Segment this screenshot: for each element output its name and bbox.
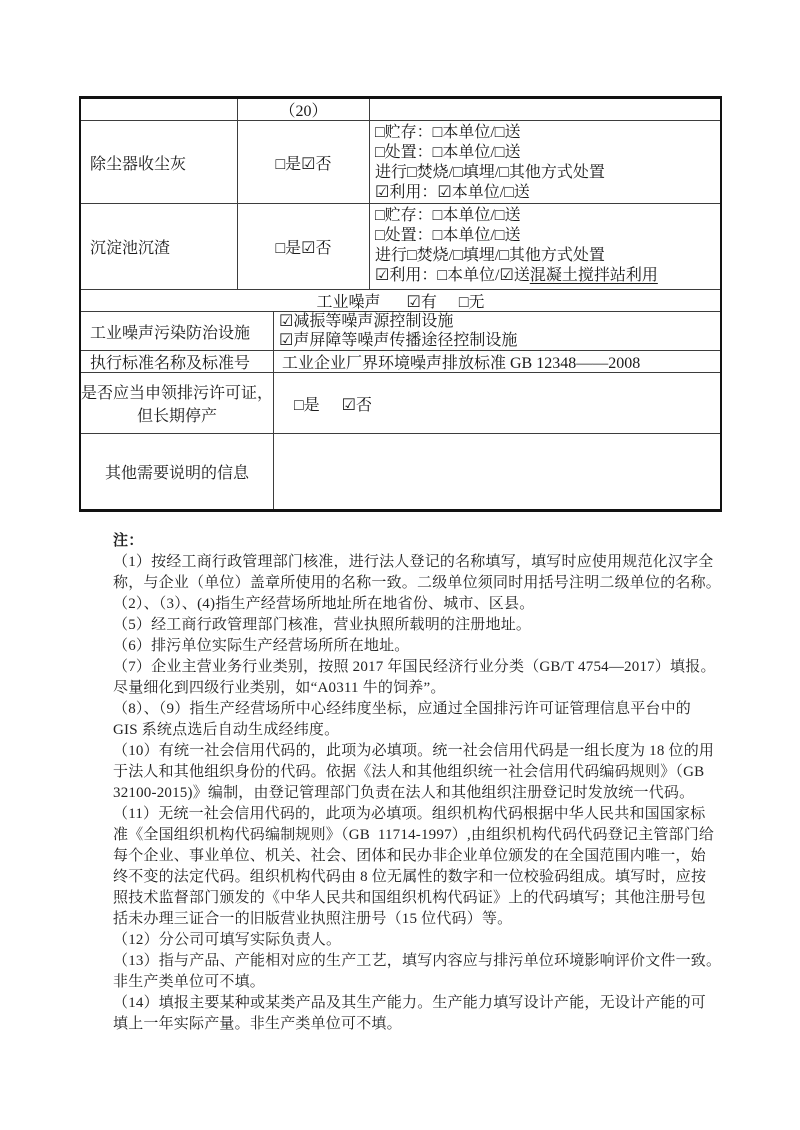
dust-storage-option: □贮存：□本单位/□送 (375, 124, 521, 141)
table-row-dust-collector-ash (81, 121, 720, 204)
table-row-sediment-sludge (81, 204, 720, 290)
sediment-row-yesno-checkboxes: □是☑否 (238, 204, 370, 289)
note-line: 终不变的法定代码。组织机构代码由 8 位无属性的数字和一位校验码组成。填写时，应按 (113, 869, 707, 885)
permit-question-label-line1: 是否应当申领排污许可证， (81, 385, 274, 402)
noise-facilities-label: 工业噪声污染防治设施 (81, 312, 274, 350)
carryover-empty-cell-right (370, 99, 720, 120)
noise-facilities-options (274, 312, 720, 350)
note-line: （13）指与产品、产能相对应的生产工艺，填写内容应与排污单位环境影响评价文件一致。 (113, 953, 722, 969)
pollution-registration-form-table (79, 96, 722, 512)
noise-none-checkbox: □无 (458, 294, 485, 311)
table-row-permit-question (81, 373, 720, 434)
sediment-row-disposal-options (370, 204, 720, 289)
note-line: （8）、（9）指生产经营场所中心经纬度坐标，应通过全国排污许可证管理信息平台中的 (113, 701, 692, 717)
table-row-industrial-noise (81, 290, 720, 312)
note-line: （5）经工商行政管理部门核准，营业执照所载明的注册地址。 (113, 617, 532, 633)
sediment-reuse-destination-underlined: 混凝土搅拌站利用 (529, 267, 658, 284)
note-line: （6）排污单位实际生产经营场所所在地址。 (113, 638, 410, 654)
note-line: 称，与企业（单位）盖章所使用的名称一致。二级单位须同时用括号注明二级单位的名称。 (113, 575, 722, 591)
note-line: 于法人和其他组织身份的代码。依据《法人和其他组织统一社会信用代码编码规则》（GB (113, 764, 705, 780)
note-line: （7）企业主营业务行业类别，按照 2017 年国民经济行业分类（GB/T 4754—2017）填报。 (113, 659, 716, 675)
sediment-reuse-prefix: ☑利用：□本单位/☑送 (375, 267, 530, 284)
table-row-carryover (81, 99, 720, 121)
sediment-treatment-option: 进行□焚烧/□填埋/□其他方式处置 (375, 247, 605, 264)
standard-label: 执行标准名称及标准号 (81, 351, 274, 372)
dust-disposal-option: □处置：□本单位/□送 (375, 144, 521, 161)
carryover-empty-cell-left (81, 99, 238, 120)
dust-row-label: 除尘器收尘灰 (81, 121, 238, 203)
permit-yes-checkbox: □是 (294, 396, 320, 414)
noise-has-checkbox: ☑有 (406, 294, 437, 311)
standard-value: 工业企业厂界环境噪声排放标准 GB 12348——2008 (282, 355, 641, 372)
table-row-noise-facilities (81, 312, 720, 351)
table-row-standard (81, 351, 720, 373)
dust-treatment-option: 进行□焚烧/□填埋/□其他方式处置 (375, 164, 605, 181)
note-line: 括未办理三证合一的旧版营业执照注册号（15 位代码）等。 (113, 911, 513, 927)
note-line: （1）按经工商行政管理部门核准，进行法人登记的名称填写，填写时应使用规范化汉字全 (113, 554, 714, 570)
note-line: 填上一年实际产量。非生产类单位可不填。 (113, 1016, 402, 1032)
permit-no-checkbox: ☑否 (341, 396, 373, 414)
dust-row-disposal-options (370, 121, 720, 203)
noise-source-control-option: ☑减振等噪声源控制设施 (279, 313, 454, 330)
note-line: 照技术监督部门颁发的《中华人民共和国组织机构代码证》上的代码填写；其他注册号包 (113, 890, 706, 906)
note-line: GIS 系统点选后自动生成经纬度。 (113, 722, 340, 738)
column-ref-20: （20） (238, 99, 370, 120)
note-line: 32100-2015)》编制，由登记管理部门负责在法人和其他组织注册登记时发放统一代码。 (113, 785, 695, 801)
note-line: （10）有统一社会信用代码的，此项为必填项。统一社会信用代码是一组长度为 18 位的用 (113, 743, 715, 759)
other-info-value-cell (274, 434, 720, 509)
dust-row-yesno-checkboxes: □是☑否 (238, 121, 370, 203)
notes-section (113, 531, 722, 1035)
permit-question-answer (274, 373, 720, 433)
notes-title: 注： (113, 533, 144, 549)
note-line: （12）分公司可填写实际负责人。 (113, 932, 342, 948)
note-line: （11）无统一社会信用代码的，此项为必填项。组织机构代码根据中华人民共和国国家标 (113, 806, 706, 822)
permit-question-label (81, 373, 274, 433)
permit-question-label-line2: 但长期停产 (136, 408, 217, 425)
note-line: 每个企业、事业单位、机关、社会、团体和民办非企业单位颁发的在全国范围内唯一，始 (113, 848, 706, 864)
sediment-row-label: 沉淀池沉渣 (81, 204, 238, 289)
sediment-reuse-option (375, 266, 720, 286)
dust-reuse-option: ☑利用：☑本单位/□送 (375, 184, 530, 201)
other-info-label: 其他需要说明的信息 (81, 434, 274, 509)
sediment-disposal-option: □处置：□本单位/□送 (375, 227, 521, 244)
industrial-noise-label: 工业噪声 (316, 294, 381, 311)
note-line: 非生产类单位可不填。 (113, 974, 266, 990)
note-line: （14）填报主要某种或某类产品及其生产能力。生产能力填写设计产能，无设计产能的可 (113, 995, 707, 1011)
industrial-noise-cell (81, 290, 720, 311)
note-line: 尽量细化到四级行业类别，如“A0311 牛的饲养”。 (113, 680, 446, 696)
sediment-storage-option: □贮存：□本单位/□送 (375, 207, 521, 224)
table-row-other-info (81, 434, 720, 509)
note-line: 准《全国组织机构代码编制规则》（GB 11714-1997）,由组织机构代码代码登记主管部门给 (113, 827, 715, 843)
note-line: （2）、（3）、(4)指生产经营场所地址所在地省份、城市、区县。 (113, 596, 535, 612)
noise-barrier-option: ☑声屏障等噪声传播途径控制设施 (279, 332, 518, 349)
